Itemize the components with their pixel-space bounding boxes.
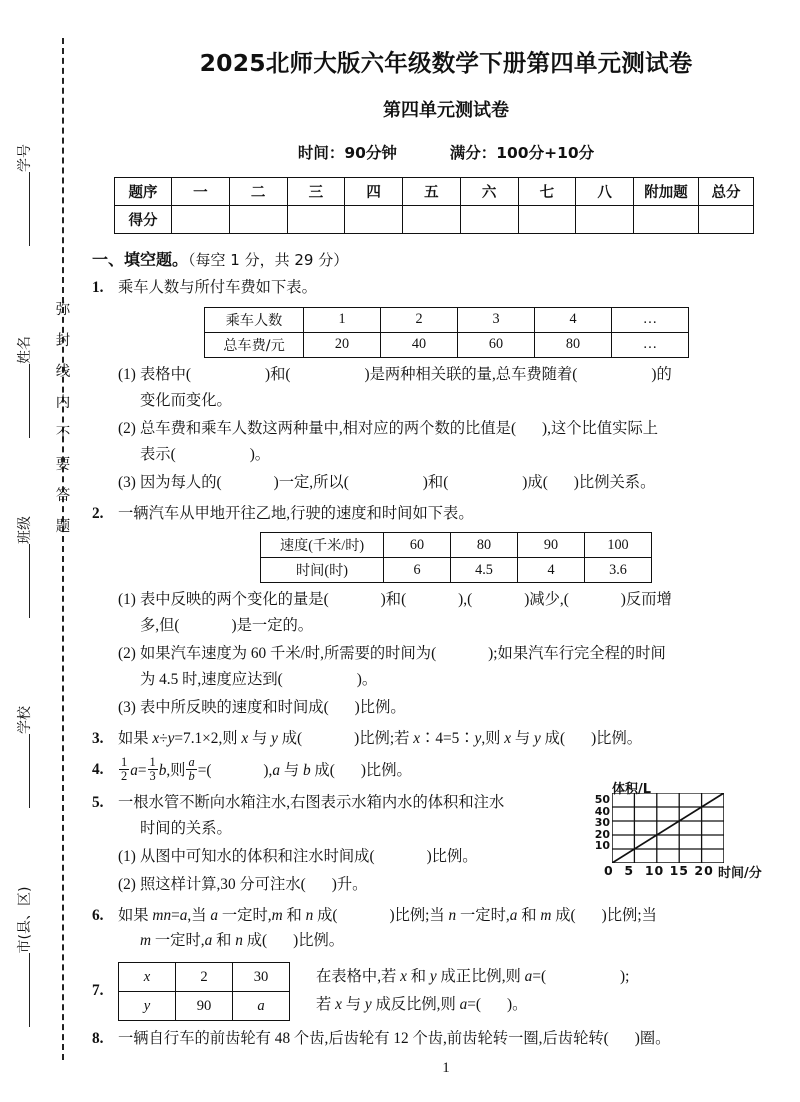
score-table-header-row <box>115 178 754 206</box>
q1-passengers-more: … <box>612 307 689 332</box>
q7-line1-b: 和 <box>406 968 430 986</box>
score-value-extra[interactable] <box>634 206 699 234</box>
q3-var-y3: y <box>474 730 482 747</box>
q4-tail-1: ), <box>263 761 273 779</box>
q2-sub3-part-b: )比例。 <box>354 699 406 716</box>
page-number: 1 <box>442 1060 450 1076</box>
question-2-number: 2. <box>92 504 104 522</box>
q2-sub1-part-f: 多,但( <box>140 617 180 634</box>
q1-sub2-part-a: 总车费和乘车人数这两种量中,相对应的两个数的比值是( <box>140 419 517 437</box>
table-row <box>119 963 290 992</box>
q5-sub1-part-b: )比例。 <box>426 847 478 865</box>
q4-equals-1: = <box>137 761 147 779</box>
q3-part-d: 与 <box>248 730 272 747</box>
seal-char-7: 答 <box>55 488 71 504</box>
question-8 <box>92 1026 800 1052</box>
table-row <box>119 992 290 1021</box>
question-1-sub-2 <box>92 416 800 442</box>
q1-sub2-number: (2) <box>118 419 136 437</box>
q7-row-label-x: x <box>119 963 176 992</box>
table-row <box>205 332 689 357</box>
chart-y-axis-title: 体积/L <box>612 782 652 797</box>
seal-char-2: 封 <box>55 333 71 349</box>
q7-line2-c: 成反比例,则 <box>371 996 460 1014</box>
q7-line1-var-x: x <box>400 968 407 986</box>
q3-var-y2: y <box>271 730 278 747</box>
q8-part-b: )圈。 <box>634 1030 671 1048</box>
q3-part-f: )比例;若 <box>354 730 414 747</box>
q4-var-a1: a <box>130 761 138 779</box>
q6-var-a2: a <box>210 906 219 924</box>
q6-equals: = <box>171 906 180 924</box>
seal-margin-strip <box>0 0 92 1102</box>
q1-fare-more: … <box>612 332 689 357</box>
q1-sub2-part-d: )。 <box>249 445 271 463</box>
q1-sub3-part-d: )成( <box>522 473 548 491</box>
q6-part-g: )比例;当 <box>389 906 449 924</box>
q7-line1-c: 成正比例,则 <box>436 968 525 986</box>
q5-sub2-number: (2) <box>118 875 136 893</box>
q7-line2-a: 若 <box>316 996 336 1014</box>
q2-speed-1: 60 <box>384 533 451 558</box>
q7-line1-e: ); <box>620 968 630 986</box>
name-rule <box>28 364 30 438</box>
seal-vertical-text <box>50 295 76 543</box>
q2-time-4: 3.6 <box>585 558 652 583</box>
score-table-row-header: 题序 <box>115 178 172 206</box>
exam-time-label: 时间：90分钟 <box>297 144 397 162</box>
q6-part-c: ,当 <box>187 906 211 924</box>
q6-var-a3: a <box>509 906 518 924</box>
q1-row-label-fare: 总车费/元 <box>205 332 304 357</box>
q6-var-m2: m <box>540 906 552 924</box>
side-field-city-district[interactable] <box>12 880 34 1030</box>
question-7-text <box>316 962 800 1019</box>
q7-x-value-2: 30 <box>233 963 290 992</box>
question-5-text-line1: 一根水管不断向水箱注水,右图表示水箱内水的体积和注水 <box>118 794 505 812</box>
q7-line2-var-a: a <box>459 996 468 1014</box>
q2-sub2-part-a: 如果汽车速度为 60 千米/时,所需要的时间为( <box>140 645 437 662</box>
q5-sub2-part-b: )升。 <box>331 875 368 893</box>
question-1-table <box>204 307 689 358</box>
q4-frac3-denominator: b <box>188 769 195 784</box>
question-2-stem <box>92 501 800 527</box>
q1-passengers-1: 1 <box>304 307 381 332</box>
q1-sub1-part-a: 表格中( <box>140 365 191 383</box>
chart-ytick-30: 30 <box>594 816 610 830</box>
question-5-text-line2: 时间的关系。 <box>140 819 232 837</box>
q2-speed-2: 80 <box>451 533 518 558</box>
q7-x-value-1: 2 <box>176 963 233 992</box>
q7-line2-var-y: y <box>364 996 372 1014</box>
page-title: 2025北师大版六年级数学下册第四单元测试卷 <box>199 49 693 77</box>
q6-var-n1: n <box>305 906 314 924</box>
q1-sub1-part-d: )的 <box>651 365 672 383</box>
q6-var-a: a <box>179 906 188 924</box>
q2-sub1-part-d: )减少,( <box>524 591 569 608</box>
score-col-4: 四 <box>345 178 403 206</box>
chart-y-tick-labels <box>590 794 610 852</box>
q1-sub2-part-b: ),这个比值实际上 <box>542 419 659 437</box>
q7-line1-var-y: y <box>429 968 437 986</box>
table-row <box>261 533 652 558</box>
q3-var-x3: x <box>413 730 421 747</box>
q4-frac1-numerator: 1 <box>121 754 128 769</box>
question-1-sub-3 <box>92 470 800 496</box>
q3-var-x2: x <box>241 730 249 747</box>
q7-line2-d: =( <box>467 996 482 1014</box>
volume-time-line-chart <box>590 778 798 882</box>
score-value-1[interactable] <box>172 206 230 234</box>
score-col-1: 一 <box>172 178 230 206</box>
q2-sub1-part-c: ),( <box>458 591 473 608</box>
chart-xtick-20: 20 <box>694 863 714 878</box>
q1-fare-2: 40 <box>381 332 458 357</box>
q3-part-i: 与 <box>511 730 535 747</box>
question-6-number: 6. <box>92 906 104 924</box>
chart-x-axis-title: 时间/分 <box>718 866 762 881</box>
q7-line-1 <box>316 963 800 991</box>
city-district-label: 市(县、区) <box>17 886 33 954</box>
section-heading-paren: （每空 1 分，共 29 分） <box>188 251 349 269</box>
q2-sub2-part-b: );如果汽车行完全程的时间 <box>488 645 666 662</box>
class-label: 班级 <box>17 516 33 544</box>
q3-part-k: )比例。 <box>591 730 643 747</box>
q4-frac2-denominator: 3 <box>149 769 156 784</box>
chart-ytick-10: 10 <box>594 839 610 853</box>
seal-char-8: 题 <box>55 519 71 535</box>
q1-sub1-part-b: )和( <box>265 365 291 383</box>
question-1-sub-1-cont: 变化而变化。 <box>140 391 232 409</box>
q4-var-b2: b <box>302 761 311 779</box>
question-8-number: 8. <box>92 1030 104 1048</box>
q1-sub3-part-e: )比例关系。 <box>573 473 656 491</box>
q6-var-m3: m <box>140 932 152 950</box>
q6-part-d: 一定时, <box>218 906 272 924</box>
chart-ytick-20: 20 <box>594 827 610 841</box>
q1-sub3-part-a: 因为每人的( <box>140 473 222 491</box>
score-table <box>114 177 754 234</box>
q4-frac2-numerator: 1 <box>149 754 156 769</box>
q7-line2-e: )。 <box>507 996 528 1014</box>
score-col-total: 总分 <box>699 178 754 206</box>
question-2-sub-2-cont <box>92 667 800 693</box>
q5-sub1-part-a: 从图中可知水的体积和注水时间成( <box>140 847 375 865</box>
exam-meta-line <box>92 141 800 163</box>
q4-fraction-one-third <box>148 756 158 785</box>
q7-line2-var-x: x <box>335 996 342 1014</box>
question-1-sub-2-cont <box>92 442 800 468</box>
q1-fare-3: 60 <box>458 332 535 357</box>
q3-var-x4: x <box>504 730 512 747</box>
q1-sub3-part-b: )一定,所以( <box>273 473 349 491</box>
score-col-6: 六 <box>460 178 518 206</box>
q2-time-3: 4 <box>518 558 585 583</box>
q7-line1-a: 在表格中,若 <box>316 968 401 986</box>
q2-speed-3: 90 <box>518 533 585 558</box>
seal-char-3: 线 <box>55 364 71 380</box>
question-6-cont <box>92 928 800 954</box>
question-2-sub-3 <box>92 695 800 721</box>
table-row <box>205 307 689 332</box>
side-field-class[interactable] <box>12 490 34 640</box>
chart-xtick-15: 15 <box>669 863 690 878</box>
q2-sub3-part-a: 表中所反映的速度和时间成( <box>140 699 329 716</box>
q1-sub1-part-c: )是两种相关联的量,总车费随着( <box>364 365 578 383</box>
q1-passengers-2: 2 <box>381 307 458 332</box>
q7-line1-var-a: a <box>524 968 533 986</box>
student-id-rule <box>28 172 30 246</box>
q6-part-f: 成( <box>313 906 338 924</box>
q8-part-a: 一辆自行车的前齿轮有 48 个齿,后齿轮有 12 个齿,前齿轮转一圈,后齿轮转( <box>118 1030 609 1048</box>
q4-fraction-a-over-b <box>186 756 196 785</box>
chart-plot-area <box>612 793 724 863</box>
q4-var-a2: a <box>272 761 280 779</box>
q1-passengers-3: 3 <box>458 307 535 332</box>
q2-row-label-time: 时间(时) <box>261 558 384 583</box>
chart-xtick-10: 10 <box>644 863 665 878</box>
q6-part-p: )比例。 <box>293 932 345 950</box>
score-value-header: 得分 <box>115 206 172 234</box>
table-row <box>261 558 652 583</box>
question-4-number: 4. <box>92 760 104 778</box>
q7-y-value-1: 90 <box>176 992 233 1021</box>
q6-part-a: 如果 <box>118 906 153 924</box>
question-6 <box>92 903 800 929</box>
question-2-table <box>260 532 652 583</box>
question-1-number: 1. <box>92 279 104 296</box>
score-value-6[interactable] <box>460 206 518 234</box>
question-1-text: 乘车人数与所付车费如下表。 <box>118 279 317 296</box>
q3-var-y4: y <box>534 730 541 747</box>
city-district-rule <box>28 953 30 1027</box>
q5-sub2-part-a: 照这样计算,30 分可注水( <box>140 875 306 893</box>
q3-part-j: 成( <box>540 730 566 747</box>
q3-part-h: ,则 <box>481 730 505 747</box>
q6-part-n: 和 <box>212 932 236 950</box>
question-2-sub-2 <box>92 641 800 667</box>
q4-var-b1: b <box>158 761 167 779</box>
school-label: 学校 <box>17 706 33 734</box>
q6-part-i: 和 <box>517 906 541 924</box>
q3-part-e: 成( <box>277 730 303 747</box>
score-value-5[interactable] <box>403 206 461 234</box>
q3-part-b: ÷ <box>159 730 168 747</box>
q6-part-k: )比例;当 <box>601 906 657 924</box>
q2-sub1-part-a: 表中反映的两个变化的量是( <box>140 591 329 608</box>
class-rule <box>28 544 30 618</box>
q6-var-n3: n <box>235 932 243 950</box>
q1-row-label-passengers: 乘车人数 <box>205 307 304 332</box>
q2-sub2-part-d: )。 <box>356 671 378 688</box>
chart-xtick-5: 5 <box>624 863 635 878</box>
q1-sub3-part-c: )和( <box>422 473 449 491</box>
score-col-8: 八 <box>576 178 634 206</box>
exam-sheet <box>92 0 800 1102</box>
q6-var-mn: mn <box>152 906 172 924</box>
q1-sub3-number: (3) <box>118 473 136 491</box>
q1-sub1-number: (1) <box>118 365 136 383</box>
q4-frac3-numerator: a <box>188 754 195 769</box>
seal-dashed-line <box>62 38 64 1060</box>
score-value-7[interactable] <box>518 206 576 234</box>
chart-ytick-50: 50 <box>594 793 610 806</box>
q6-part-j: 成( <box>551 906 576 924</box>
q1-passengers-4: 4 <box>535 307 612 332</box>
q3-var-x1: x <box>152 730 160 747</box>
seal-char-4: 内 <box>55 395 71 411</box>
side-field-school[interactable] <box>12 680 34 830</box>
question-3-number: 3. <box>92 730 104 747</box>
score-value-4[interactable] <box>345 206 403 234</box>
name-label: 姓名 <box>17 336 33 364</box>
q1-fare-4: 80 <box>535 332 612 357</box>
side-field-name[interactable] <box>12 310 34 460</box>
score-value-3[interactable] <box>287 206 345 234</box>
q7-line1-d: =( <box>532 968 547 986</box>
q3-part-a: 如果 <box>118 730 153 747</box>
q2-row-label-speed: 速度(千米/时) <box>261 533 384 558</box>
q6-var-a4: a <box>204 932 213 950</box>
q2-sub2-number: (2) <box>118 645 136 662</box>
score-value-total[interactable] <box>699 206 754 234</box>
q4-tail-3: )比例。 <box>360 761 412 779</box>
chart-x-tick-labels <box>604 863 714 878</box>
score-col-2: 二 <box>229 178 287 206</box>
q2-sub1-number: (1) <box>118 591 136 608</box>
question-7-table <box>118 962 290 1021</box>
q2-sub3-number: (3) <box>118 699 136 716</box>
q3-part-g: ∶4=5∶ <box>420 730 475 747</box>
q2-sub1-part-e: )反而增 <box>620 591 672 608</box>
q6-part-o: 成( <box>242 932 268 950</box>
score-col-5: 五 <box>403 178 461 206</box>
q7-y-value-2: a <box>233 992 290 1021</box>
question-1-stem <box>92 275 800 301</box>
q7-row-label-y: y <box>119 992 176 1021</box>
q2-time-1: 6 <box>384 558 451 583</box>
question-3 <box>92 726 800 752</box>
score-col-7: 七 <box>518 178 576 206</box>
question-2-sub-1-cont <box>92 613 800 639</box>
score-table-value-row <box>115 206 754 234</box>
q7-line2-b: 与 <box>341 996 365 1014</box>
seal-char-6: 要 <box>55 457 71 473</box>
question-7 <box>92 962 800 1020</box>
q4-tail-2: 成( <box>310 761 335 779</box>
q6-var-n2: n <box>448 906 457 924</box>
q2-sub1-part-b: )和( <box>380 591 407 608</box>
score-col-3: 三 <box>287 178 345 206</box>
seal-char-1: 弥 <box>55 302 71 318</box>
question-2-sub-1 <box>92 587 800 613</box>
school-rule <box>28 734 30 808</box>
page-subtitle: 第四单元测试卷 <box>383 100 509 121</box>
question-7-number: 7. <box>92 982 104 1000</box>
q7-line-2 <box>316 991 800 1019</box>
q6-part-m: 一定时, <box>151 932 205 950</box>
seal-char-5: 不 <box>55 426 71 442</box>
q4-fraction-one-half <box>119 756 129 785</box>
chart-ytick-40: 40 <box>594 804 610 818</box>
q4-mid-text: ,则 <box>166 761 186 779</box>
q2-sub2-part-c: 为 4.5 时,速度应达到( <box>140 671 283 688</box>
q2-speed-4: 100 <box>585 533 652 558</box>
chart-data-line <box>612 793 724 863</box>
exam-fullscore-label: 满分：100分+10分 <box>449 144 595 162</box>
q6-var-m1: m <box>271 906 283 924</box>
q6-part-h: 一定时, <box>456 906 510 924</box>
q1-fare-1: 20 <box>304 332 381 357</box>
q5-sub1-number: (1) <box>118 847 136 865</box>
q4-frac1-denominator: 2 <box>121 769 128 784</box>
question-1-sub-1 <box>92 362 800 388</box>
section-heading-fill-blanks <box>92 247 800 270</box>
chart-xtick-0: 0 <box>604 863 614 878</box>
q2-time-2: 4.5 <box>451 558 518 583</box>
q4-equals-2: =( <box>197 761 212 779</box>
score-value-8[interactable] <box>576 206 634 234</box>
q3-part-c: =7.1×2,则 <box>174 730 242 747</box>
score-value-2[interactable] <box>229 206 287 234</box>
q6-part-e: 和 <box>282 906 306 924</box>
score-col-extra: 附加题 <box>634 178 699 206</box>
student-id-label: 学号 <box>17 144 33 172</box>
side-field-student-id[interactable] <box>12 118 34 268</box>
q2-sub1-part-g: )是一定的。 <box>231 617 314 634</box>
q4-and: 与 <box>280 761 303 779</box>
q1-sub2-part-c: 表示( <box>140 445 176 463</box>
question-5-number: 5. <box>92 794 104 812</box>
section-heading-text: 一、填空题。 <box>92 250 189 269</box>
question-2-text: 一辆汽车从甲地开往乙地,行驶的速度和时间如下表。 <box>118 504 474 522</box>
q3-var-y1: y <box>167 730 175 747</box>
